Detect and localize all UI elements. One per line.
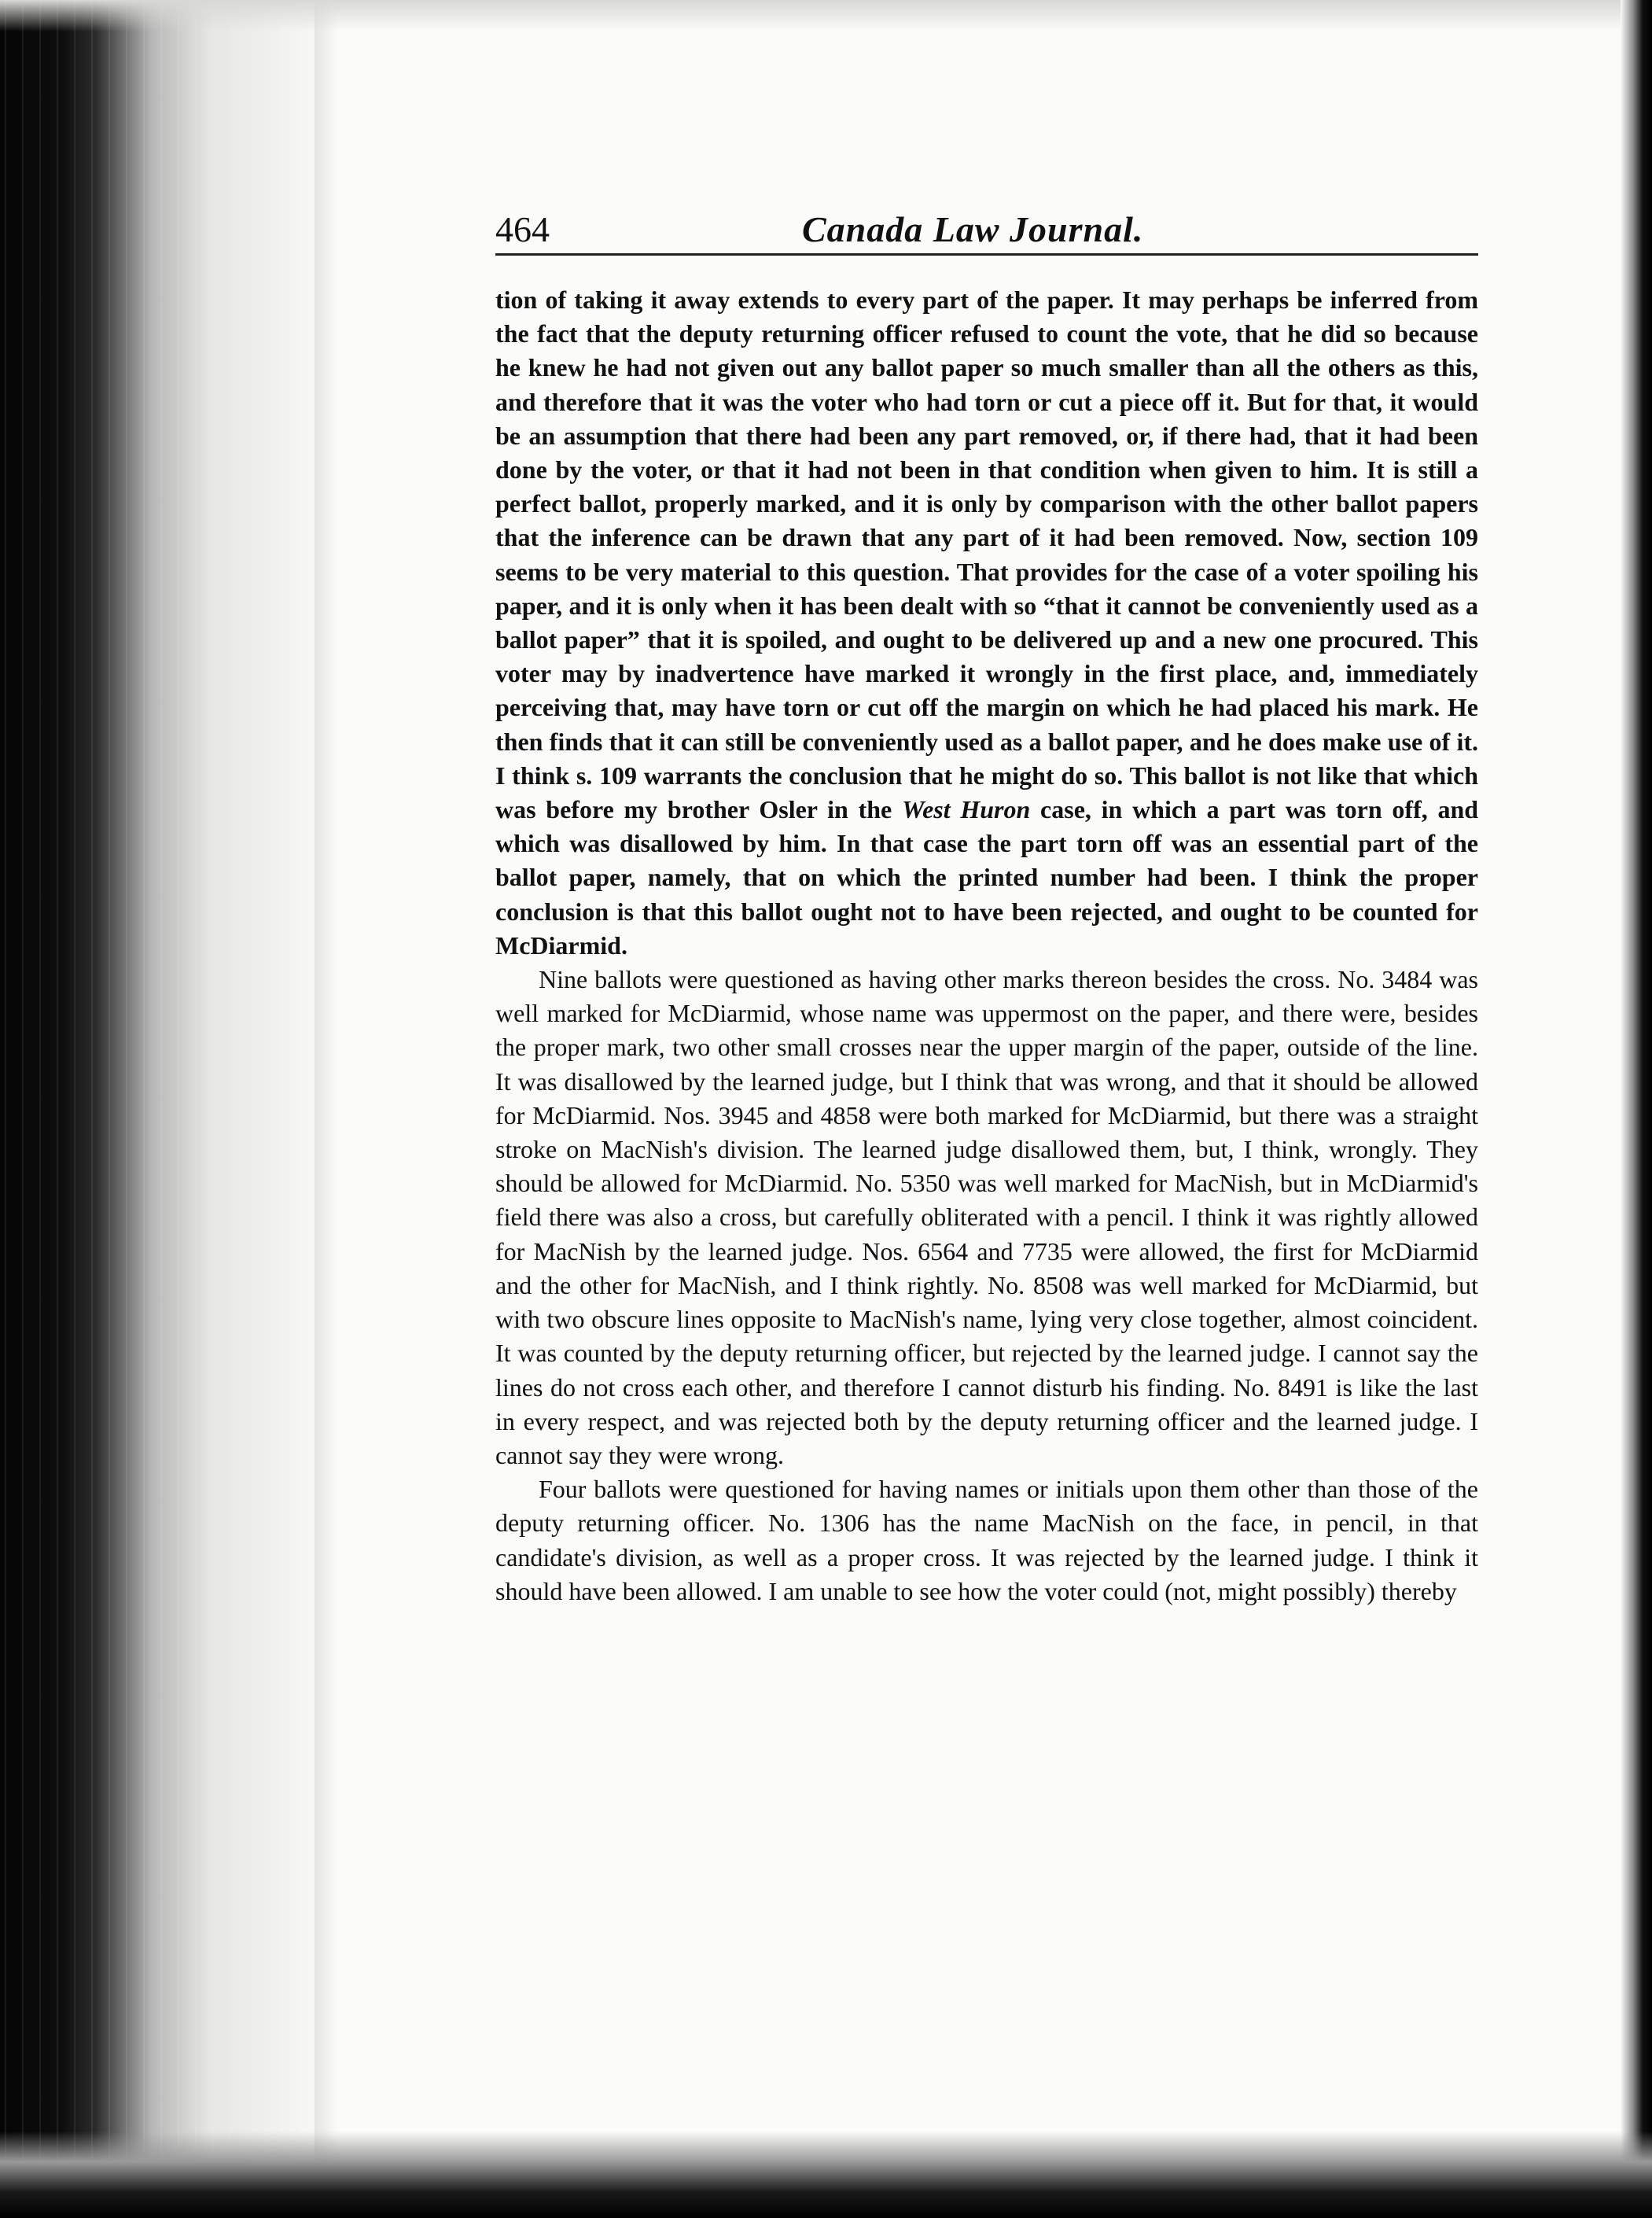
paragraph-four-ballots: [495, 1472, 1478, 1608]
running-title: Canada Law Journal.: [802, 209, 1144, 249]
top-page-edge: [0, 0, 1652, 31]
paragraph-text: Nine ballots were questioned as having other marks thereon besides the cross. No. 3484 was well marked for McDiarmid, whose name was uppermost on the paper, and there were, besides the proper mark, two other small crosses near the upper margin of the paper, outside of the line. It was disallowed by the learned judge, but I think that was wrong, and that it should be allowed for McDiarmid. Nos. 3945 and 4858 were both marked for McDiarmid, but there was a straight stroke on MacNish's division. The learned judge disallowed them, but, I think, wrongly. They should be allowed for McDiarmid. No. 5350 was well marked for MacNish, but in McDiarmid's field there was also a cross, but carefully obliterated with a pencil. I think it was rightly allowed for MacNish by the learned judge. Nos. 6564 and 7735 were allowed, the first for McDiarmid and the other for MacNish, and I think rightly. No. 8508 was well marked for McDiarmid, but with two obscure lines opposite to MacNish's name, lying very close together, almost coincident. It was counted by the deputy returning officer, but rejected by the learned judge. I cannot say the lines do not cross each other, and therefore I cannot disturb his finding. No. 8491 is like the last in every respect, and was rejected both by the deputy returning officer and the learned judge. I cannot say they were wrong.: [495, 965, 1478, 1469]
header-rule: [495, 253, 1478, 256]
scanned-binding-edge: [0, 0, 338, 2218]
paragraph-text: Four ballots were questioned for having names or initials upon them other than those of the deputy returning officer. No. 1306 has the name MacNish on the face, in pencil, in that candidate's division, as well as a proper cross. It was rejected by the learned judge. I think it should have been allowed. I am unable to see how the voter could (not, might possibly) thereby: [495, 1475, 1478, 1605]
page-number: 464: [495, 209, 550, 249]
page-body: [495, 283, 1478, 1608]
case-name: West Huron: [901, 795, 1031, 824]
paragraph-text: tion of taking it away extends to every part of the paper. It may perhaps be inferred from the fact that the deputy returning officer refused to count the vote, that he did so because he knew he had not given out any ballot paper so much smaller than all the others as this, and therefore that it was the voter who had torn or cut a piece off it. But for that, it would be an assumption that there had been any part removed, or, if there had, that it had been done by the voter, or that it had not been in that condition when given to him. It is still a perfect ballot, properly marked, and it is only by comparison with the other ballot papers that the inference can be drawn that any part of it had been removed. Now, section 109 seems to be very material to this question. That provides for the case of a voter spoiling his paper, and it is only when it has been dealt with so “that it cannot be conveniently used as a ballot paper” that it is spoiled, and ought to be delivered up and a new one procured. This voter may by inadvertence have marked it wrongly in the first place, and, immediately perceiving that, may have torn or cut off the margin on which he had placed his mark. He then finds that it can still be conveniently used as a ballot paper, and he does make use of it. I think s. 109 warrants the conclusion that he might do so. This ballot is not like that which was before my brother Osler in the: [495, 286, 1478, 824]
binding-shadow: [315, 0, 338, 2218]
paragraph-continuation: [495, 283, 1478, 963]
paragraph-text-after: case, in which a part was torn off, and which was disallowed by him. In that case the part torn off was an essential part of the ballot paper, namely, that on which the printed number had been. I think the proper conclusion is that this ballot ought not to have been rejected, and ought to be counted for McDiarmid.: [495, 795, 1479, 960]
page-header: [495, 206, 1478, 253]
right-page-edge: [1621, 0, 1652, 2218]
bottom-page-edge: [0, 2131, 1652, 2218]
paragraph-nine-ballots: [495, 963, 1478, 1472]
